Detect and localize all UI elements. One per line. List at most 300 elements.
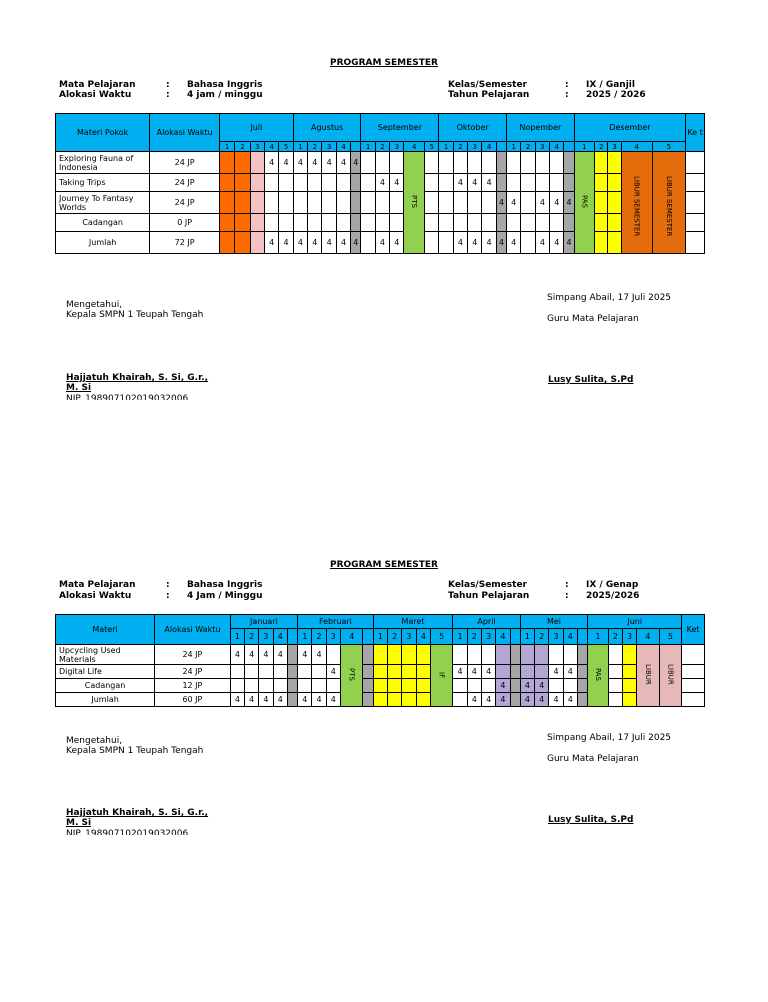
- week-cell: 4: [279, 232, 293, 254]
- week-cell: [287, 679, 297, 693]
- header-month: Mei: [520, 615, 587, 629]
- mapel-label: Mata Pelajaran: [59, 580, 136, 590]
- week-cell: [550, 174, 564, 192]
- week-cell: 4: [468, 174, 482, 192]
- week-number: 1: [588, 629, 608, 645]
- table-row: [56, 645, 705, 665]
- tahun-value: 2025/2026: [586, 591, 640, 601]
- week-cell: [265, 214, 279, 232]
- week-cell: [424, 174, 438, 192]
- week-cell: 4: [293, 232, 307, 254]
- pas-block: [574, 152, 594, 254]
- week-number: 4: [621, 142, 652, 152]
- kepsek-name: Hajjatuh Khairah, S. Si, G.r.,: [66, 808, 209, 818]
- week-cell: [577, 679, 587, 693]
- kelas-value: IX / Ganjil: [586, 80, 635, 90]
- week-cell: [326, 645, 340, 665]
- week-cell: [507, 152, 521, 174]
- week-cell: 4: [298, 645, 312, 665]
- header-alokasi: Alokasi Waktu: [150, 114, 220, 152]
- week-cell: 4: [259, 693, 273, 707]
- libur-label: LIBUR SEMESTER: [664, 176, 673, 237]
- week-cell: 4: [336, 152, 350, 174]
- pts-block: [341, 645, 363, 707]
- week-number: 2: [245, 629, 259, 645]
- kepala-sekolah-label: Kepala SMPN 1 Teupah Tengah: [66, 310, 204, 320]
- tahun-label: Tahun Pelajaran: [448, 90, 530, 100]
- colon: :: [565, 591, 569, 601]
- week-cell: [250, 214, 264, 232]
- week-cell: 4: [496, 679, 510, 693]
- week-number: 2: [453, 142, 467, 152]
- ket-cell: [682, 645, 705, 665]
- week-number: 4: [482, 142, 496, 152]
- colon: :: [166, 591, 170, 601]
- mapel-value: Bahasa Inggris: [187, 580, 263, 590]
- ket-cell: [682, 665, 705, 679]
- week-cell: [563, 645, 577, 665]
- alokasi-cell: 24 JP: [150, 152, 220, 174]
- header-month: Agustus: [293, 114, 361, 142]
- pts-block: [404, 152, 424, 254]
- week-cell: [219, 214, 234, 232]
- week-number: 4: [404, 142, 424, 152]
- week-number: 4: [550, 142, 564, 152]
- week-cell: [521, 192, 535, 214]
- week-cell: [308, 214, 322, 232]
- week-cell: [245, 665, 259, 679]
- week-cell: 4: [259, 645, 273, 665]
- colon: :: [565, 80, 569, 90]
- ket-cell: [682, 679, 705, 693]
- week-cell: [416, 693, 430, 707]
- week-cell: 4: [535, 679, 549, 693]
- week-number: 2: [467, 629, 481, 645]
- colon: :: [565, 580, 569, 590]
- week-cell: [375, 152, 389, 174]
- week-cell: [467, 679, 481, 693]
- guru-label: Guru Mata Pelajaran: [547, 754, 639, 764]
- week-cell: [312, 665, 326, 679]
- week-cell: [535, 214, 549, 232]
- header-row: [56, 114, 705, 142]
- week-cell: [453, 192, 467, 214]
- header-month: April: [453, 615, 520, 629]
- week-cell: [265, 174, 279, 192]
- week-cell: [521, 174, 535, 192]
- colon: :: [565, 90, 569, 100]
- week-cell: [390, 214, 404, 232]
- week-number: 3: [468, 142, 482, 152]
- nip: NIP. 198907102019032006: [66, 829, 189, 835]
- week-cell: [482, 152, 496, 174]
- week-cell: [416, 679, 430, 693]
- week-cell: 4: [279, 152, 293, 174]
- week-cell: [535, 152, 549, 174]
- nip: NIP. 198907102019032006: [66, 394, 189, 400]
- week-number: 3: [608, 142, 621, 152]
- week-cell: [424, 192, 438, 214]
- week-cell: [322, 214, 336, 232]
- week-number: [577, 629, 587, 645]
- header-alokasi: Alokasi Waktu: [155, 615, 231, 645]
- week-cell: [235, 232, 250, 254]
- week-cell: [496, 645, 510, 665]
- alokasi-value: 4 jam / minggu: [187, 90, 263, 100]
- week-cell: [219, 192, 234, 214]
- week-cell: [608, 152, 621, 174]
- week-cell: [496, 174, 506, 192]
- week-cell: [351, 192, 361, 214]
- week-cell: 4: [481, 693, 495, 707]
- libur-block: [621, 152, 652, 254]
- week-cell: 4: [467, 665, 481, 679]
- week-cell: [608, 665, 622, 679]
- week-cell: [453, 645, 467, 665]
- week-cell: 4: [326, 693, 340, 707]
- week-number: 3: [322, 142, 336, 152]
- week-number: 3: [481, 629, 495, 645]
- libur-label: LIBUR SEMESTER: [632, 176, 641, 237]
- week-cell: [402, 679, 416, 693]
- week-cell: [439, 192, 453, 214]
- table-row: [56, 174, 705, 192]
- week-cell: [521, 232, 535, 254]
- week-cell: [439, 152, 453, 174]
- week-cell: [219, 174, 234, 192]
- week-number: 3: [402, 629, 416, 645]
- week-cell: 4: [375, 174, 389, 192]
- week-cell: [595, 214, 608, 232]
- week-cell: [235, 152, 250, 174]
- week-cell: [439, 214, 453, 232]
- colon: :: [166, 580, 170, 590]
- week-cell: [375, 214, 389, 232]
- week-cell: 4: [481, 665, 495, 679]
- materi-cell: Jumlah: [56, 232, 150, 254]
- week-cell: [373, 693, 387, 707]
- kelas-value: IX / Genap: [586, 580, 639, 590]
- week-cell: 4: [496, 192, 506, 214]
- header-materi: Materi: [56, 615, 155, 645]
- week-number: 5: [279, 142, 293, 152]
- week-cell: [608, 214, 621, 232]
- week-cell: [293, 192, 307, 214]
- week-cell: [390, 152, 404, 174]
- week-cell: [279, 192, 293, 214]
- week-cell: [467, 645, 481, 665]
- mengetahui-label: Mengetahui,: [66, 300, 123, 310]
- week-cell: [595, 192, 608, 214]
- ket-cell: [686, 192, 705, 214]
- guru-label: Guru Mata Pelajaran: [547, 314, 639, 324]
- week-cell: 4: [550, 232, 564, 254]
- week-number: 2: [608, 629, 622, 645]
- ket-cell: [682, 693, 705, 707]
- week-cell: [361, 152, 375, 174]
- week-cell: [388, 645, 402, 665]
- week-cell: 4: [453, 174, 467, 192]
- header-row: [56, 615, 705, 629]
- week-cell: 4: [535, 192, 549, 214]
- week-number: 1: [298, 629, 312, 645]
- week-cell: [482, 214, 496, 232]
- alokasi-cell: 0 JP: [150, 214, 220, 232]
- week-cell: [595, 232, 608, 254]
- week-cell: [577, 693, 587, 707]
- week-cell: [608, 192, 621, 214]
- week-cell: [608, 645, 622, 665]
- week-number: 3: [549, 629, 563, 645]
- week-cell: [373, 679, 387, 693]
- week-cell: [293, 174, 307, 192]
- header-month: Nopember: [507, 114, 575, 142]
- week-cell: [595, 152, 608, 174]
- week-number: 4: [637, 629, 659, 645]
- page-title: PROGRAM SEMESTER: [330, 560, 438, 570]
- kepala-sekolah-label: Kepala SMPN 1 Teupah Tengah: [66, 746, 204, 756]
- week-cell: 4: [507, 192, 521, 214]
- week-cell: [564, 152, 574, 174]
- week-cell: [622, 679, 636, 693]
- week-cell: 4: [308, 152, 322, 174]
- week-cell: 4: [563, 665, 577, 679]
- pts-label: PTS: [347, 668, 356, 681]
- week-cell: 4: [298, 693, 312, 707]
- week-cell: [577, 665, 587, 679]
- week-cell: [361, 214, 375, 232]
- week-cell: 4: [453, 665, 467, 679]
- week-cell: [595, 174, 608, 192]
- week-cell: [245, 679, 259, 693]
- colon: :: [166, 80, 170, 90]
- week-cell: 4: [336, 232, 350, 254]
- kepsek-name-cont: M. Si: [66, 818, 92, 828]
- week-number: 4: [496, 629, 510, 645]
- week-cell: [388, 665, 402, 679]
- week-cell: [521, 214, 535, 232]
- header-ket: Ket: [682, 615, 705, 645]
- ket-cell: [686, 214, 705, 232]
- alokasi-cell: 12 JP: [155, 679, 231, 693]
- header-month: Februari: [298, 615, 374, 629]
- week-cell: [373, 665, 387, 679]
- week-cell: 4: [564, 232, 574, 254]
- alokasi-value: 4 Jam / Minggu: [187, 591, 263, 601]
- week-cell: [250, 232, 264, 254]
- week-cell: 4: [245, 693, 259, 707]
- week-cell: [424, 214, 438, 232]
- kepsek-name-cont: M. Si: [66, 383, 92, 393]
- week-cell: [235, 214, 250, 232]
- week-number: 2: [595, 142, 608, 152]
- week-cell: [549, 679, 563, 693]
- week-cell: [468, 214, 482, 232]
- week-cell: [293, 214, 307, 232]
- week-cell: [363, 693, 373, 707]
- place-date: Simpang Abail, 17 Juli 2025: [547, 733, 672, 743]
- week-number: 1: [453, 629, 467, 645]
- week-cell: [250, 152, 264, 174]
- week-cell: [608, 679, 622, 693]
- week-number: 2: [535, 629, 549, 645]
- week-cell: [402, 693, 416, 707]
- week-cell: [351, 174, 361, 192]
- week-cell: 4: [549, 693, 563, 707]
- week-cell: [388, 693, 402, 707]
- header-ket: Ke t: [686, 114, 705, 152]
- pas-block: [588, 645, 608, 707]
- week-cell: [250, 174, 264, 192]
- alokasi-cell: 72 JP: [150, 232, 220, 254]
- week-cell: [219, 232, 234, 254]
- week-cell: 4: [322, 152, 336, 174]
- week-cell: [608, 232, 621, 254]
- materi-cell: Digital Life: [56, 665, 155, 679]
- week-cell: 4: [520, 693, 534, 707]
- week-cell: [453, 214, 467, 232]
- week-cell: [235, 192, 250, 214]
- week-cell: 4: [468, 232, 482, 254]
- week-cell: 4: [308, 232, 322, 254]
- week-cell: [402, 665, 416, 679]
- week-number: 5: [430, 629, 452, 645]
- alokasi-cell: 60 JP: [155, 693, 231, 707]
- page-title: PROGRAM SEMESTER: [330, 58, 438, 68]
- week-cell: [402, 645, 416, 665]
- week-cell: 4: [312, 645, 326, 665]
- week-number: 2: [388, 629, 402, 645]
- week-cell: [287, 693, 297, 707]
- week-cell: 4: [535, 693, 549, 707]
- week-cell: 4: [312, 693, 326, 707]
- week-cell: 4: [273, 693, 287, 707]
- week-number: 1: [219, 142, 234, 152]
- week-cell: 4: [564, 192, 574, 214]
- week-cell: [496, 665, 510, 679]
- guru-name: Lusy Sulita, S.Pd: [548, 375, 634, 385]
- materi-cell: Journey To Fantasy Worlds: [56, 192, 150, 214]
- guru-name: Lusy Sulita, S.Pd: [548, 815, 634, 825]
- week-cell: [287, 665, 297, 679]
- week-cell: [507, 174, 521, 192]
- pas-label: PAS: [593, 667, 602, 681]
- week-number: 2: [312, 629, 326, 645]
- week-cell: [520, 665, 534, 679]
- header-month: Juni: [588, 615, 682, 629]
- week-cell: [496, 214, 506, 232]
- libur-block: [637, 645, 659, 707]
- week-cell: [279, 174, 293, 192]
- week-cell: [388, 679, 402, 693]
- week-number: 3: [390, 142, 404, 152]
- semester-table: [55, 614, 705, 707]
- ket-cell: [686, 174, 705, 192]
- week-cell: [361, 232, 375, 254]
- week-cell: [322, 174, 336, 192]
- week-cell: 4: [496, 232, 506, 254]
- week-cell: 4: [245, 645, 259, 665]
- week-number: 3: [535, 142, 549, 152]
- week-number: 3: [622, 629, 636, 645]
- week-cell: [535, 645, 549, 665]
- week-cell: [468, 152, 482, 174]
- week-cell: [326, 679, 340, 693]
- week-cell: [424, 232, 438, 254]
- if-label: IF: [437, 671, 446, 678]
- alokasi-label: Alokasi Waktu: [59, 591, 132, 601]
- libur-block: [659, 645, 682, 707]
- pts-label: PTS: [410, 195, 419, 208]
- week-cell: [273, 679, 287, 693]
- week-cell: [622, 693, 636, 707]
- week-cell: [361, 174, 375, 192]
- week-number: 3: [259, 629, 273, 645]
- ket-cell: [686, 152, 705, 174]
- week-cell: 4: [375, 232, 389, 254]
- week-number: 4: [563, 629, 577, 645]
- week-cell: 4: [467, 693, 481, 707]
- tahun-value: 2025 / 2026: [586, 90, 646, 100]
- mengetahui-label: Mengetahui,: [66, 736, 123, 746]
- week-number: 4: [341, 629, 363, 645]
- header-materi: Materi Pokok: [56, 114, 150, 152]
- week-number: [363, 629, 373, 645]
- week-cell: [439, 174, 453, 192]
- week-cell: 4: [351, 232, 361, 254]
- week-cell: [550, 214, 564, 232]
- mapel-label: Mata Pelajaran: [59, 80, 136, 90]
- week-number: 1: [507, 142, 521, 152]
- week-cell: [510, 645, 520, 665]
- week-cell: [308, 174, 322, 192]
- week-cell: 4: [520, 679, 534, 693]
- semester-table: [55, 113, 705, 254]
- week-cell: [453, 152, 467, 174]
- week-cell: [496, 152, 506, 174]
- week-cell: 4: [351, 152, 361, 174]
- week-cell: [363, 679, 373, 693]
- materi-cell: Jumlah: [56, 693, 155, 707]
- libur-block: [652, 152, 686, 254]
- week-cell: [510, 693, 520, 707]
- ket-cell: [686, 232, 705, 254]
- week-cell: 4: [326, 665, 340, 679]
- week-cell: 4: [265, 152, 279, 174]
- week-cell: [550, 152, 564, 174]
- header-month: Januari: [230, 615, 297, 629]
- week-cell: [482, 192, 496, 214]
- week-cell: [373, 645, 387, 665]
- week-number: 1: [574, 142, 594, 152]
- table-row: [56, 214, 705, 232]
- pas-label: PAS: [580, 194, 589, 208]
- week-number: [287, 629, 297, 645]
- week-cell: [259, 665, 273, 679]
- week-cell: 4: [549, 665, 563, 679]
- week-cell: [235, 174, 250, 192]
- nip-clipped: [66, 394, 196, 400]
- week-number: [510, 629, 520, 645]
- week-cell: [308, 192, 322, 214]
- week-number: [496, 142, 506, 152]
- kelas-label: Kelas/Semester: [448, 80, 527, 90]
- alokasi-cell: 24 JP: [155, 645, 231, 665]
- week-cell: [622, 645, 636, 665]
- week-number: 4: [416, 629, 430, 645]
- week-cell: [390, 192, 404, 214]
- week-cell: [416, 645, 430, 665]
